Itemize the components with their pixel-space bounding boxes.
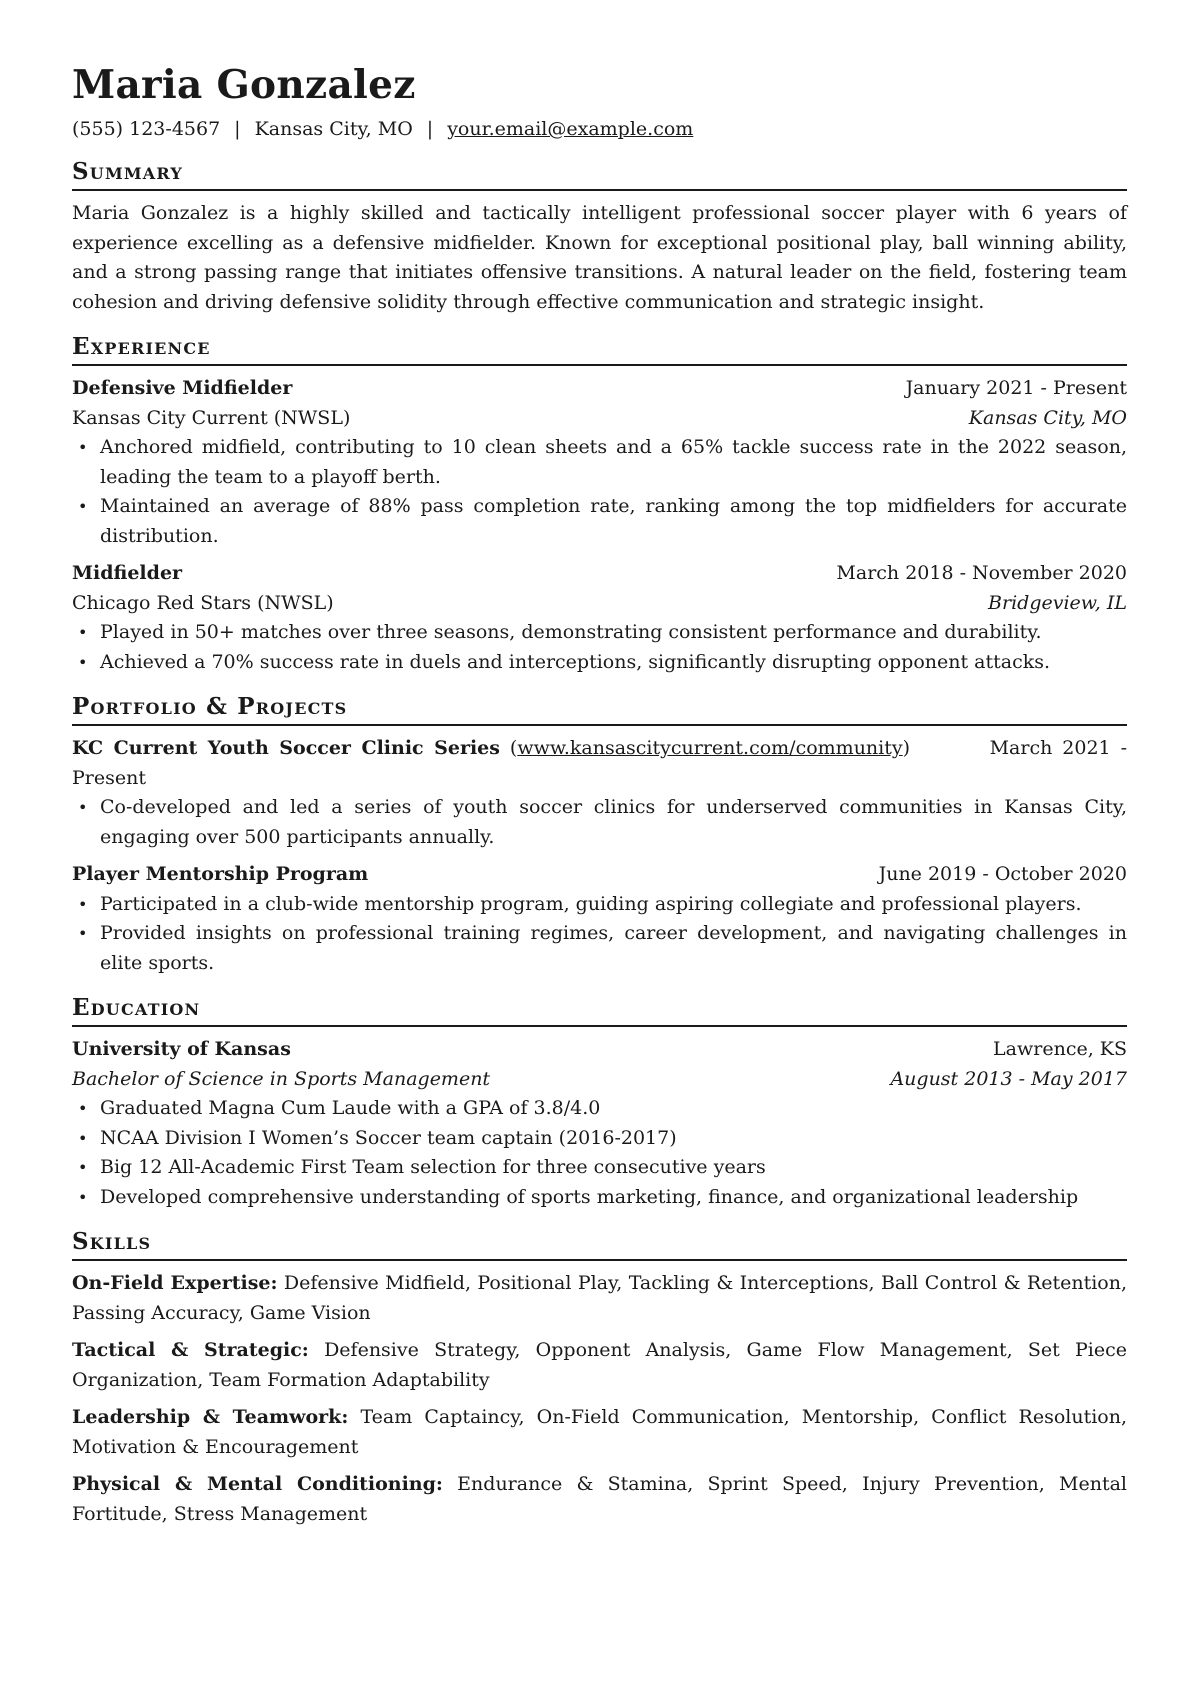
projects-section (72, 693, 1127, 978)
job-location: Kansas City, MO (968, 406, 1127, 429)
project-dates: June 2019 - October 2020 (878, 863, 1127, 885)
section-title-skills: Skills (72, 1228, 1127, 1261)
resume-page (72, 62, 1127, 1529)
project-link[interactable]: www.kansascitycurrent.com/community (517, 737, 903, 759)
job-dates: January 2021 - Present (905, 377, 1127, 399)
skill-values: Defensive Midfield, Positional Play, Tackling & Interceptions, Ball Control & Retention, Passing Accuracy, Game Vision (72, 1272, 1128, 1324)
experience-entry (72, 559, 1127, 677)
candidate-name: Maria Gonzalez (72, 62, 416, 108)
project-header: KC Current Youth Soccer Clinic Series (www.kansascitycurrent.com/community) March 2021 - Present (72, 737, 1127, 789)
skill-line (72, 1269, 1127, 1328)
contact-separator: | (426, 118, 434, 140)
project-name: Player Mentorship Program (72, 863, 369, 885)
bullet-item: • Co-developed and led a series of youth soccer clinics for underserved communities in Kansas City, engaging over 500 participants annually. (100, 793, 1127, 852)
bullet-list (72, 890, 1127, 979)
employer: Chicago Red Stars (NWSL) (72, 591, 334, 614)
skill-category: Leadership & Teamwork: (72, 1406, 349, 1428)
bullet-item: • Maintained an average of 88% pass completion rate, ranking among the top midfielders for accurate distribution. (100, 492, 1127, 551)
bullet-item: • Played in 50+ matches over three seasons, demonstrating consistent performance and durability. (100, 618, 1127, 648)
employer: Kansas City Current (NWSL) (72, 406, 351, 429)
skill-line (72, 1403, 1127, 1462)
education-section (72, 994, 1127, 1212)
skill-line (72, 1470, 1127, 1529)
skill-values: Team Captaincy, On-Field Communication, Mentorship, Conflict Resolution, Motivation & Encouragement (72, 1406, 1128, 1458)
project-dates: March 2021 - Present (72, 737, 1127, 789)
bullet-item: • Developed comprehensive understanding of sports marketing, finance, and organizational leadership (100, 1183, 1127, 1213)
section-title-education: Education (72, 994, 1127, 1027)
bullet-list (72, 433, 1127, 551)
bullet-item: • Achieved a 70% success rate in duels and interceptions, significantly disrupting opponent attacks. (100, 648, 1127, 678)
skill-line (72, 1336, 1127, 1395)
section-title-summary: Summary (72, 158, 1127, 191)
project-entry (72, 860, 1127, 978)
skill-category: Tactical & Strategic: (72, 1339, 309, 1361)
job-title: Midfielder (72, 562, 183, 584)
bullet-item: • NCAA Division I Women’s Soccer team captain (2016-2017) (100, 1124, 1127, 1154)
summary-section (72, 158, 1127, 317)
experience-section (72, 333, 1127, 677)
school-name: University of Kansas (72, 1038, 291, 1060)
skills-section (72, 1228, 1127, 1529)
bullet-list (72, 793, 1127, 852)
email-link[interactable]: your.email@example.com (447, 118, 694, 140)
job-title: Defensive Midfielder (72, 377, 293, 399)
project-name: KC Current Youth Soccer Clinic Series (72, 737, 500, 759)
bullet-item: • Graduated Magna Cum Laude with a GPA of 3.8/4.0 (100, 1094, 1127, 1124)
bullet-item: • Provided insights on professional training regimes, career development, and navigating challenges in elite sports. (100, 919, 1127, 978)
section-title-experience: Experience (72, 333, 1127, 366)
education-dates: August 2013 - May 2017 (890, 1067, 1127, 1090)
school-location: Lawrence, KS (993, 1038, 1127, 1060)
degree: Bachelor of Science in Sports Management (72, 1067, 491, 1090)
location: Kansas City, MO (254, 118, 413, 140)
phone-number: (555) 123-4567 (72, 118, 221, 140)
bullet-item: • Participated in a club-wide mentorship program, guiding aspiring collegiate and professional players. (100, 890, 1127, 920)
bullet-item: • Anchored midfield, contributing to 10 clean sheets and a 65% tackle success rate in the 2022 season, leading the team to a playoff berth. (100, 433, 1127, 492)
education-entry (72, 1035, 1127, 1212)
project-entry (72, 734, 1127, 852)
summary-text: Maria Gonzalez is a highly skilled and tactically intelligent professional soccer player with 6 years of experience excelling as a defensive midfielder. Known for exceptional positional play, ball winning ability, and a strong passing range that initiates offensive transitions. A natural leader on the field, fostering team cohesion and driving defensive solidity through effective communication and strategic insight. (72, 202, 1127, 313)
job-dates: March 2018 - November 2020 (836, 562, 1127, 584)
bullet-list (72, 618, 1127, 677)
bullet-list (72, 1094, 1127, 1212)
section-title-projects: Portfolio & Projects (72, 693, 1127, 726)
bullet-item: • Big 12 All-Academic First Team selection for three consecutive years (100, 1153, 1127, 1183)
skill-values: Defensive Strategy, Opponent Analysis, Game Flow Management, Set Piece Organization, Team Formation Adaptability (72, 1339, 1127, 1391)
contact-separator: | (234, 118, 241, 140)
job-location: Bridgeview, IL (988, 591, 1127, 614)
experience-entry (72, 374, 1127, 551)
skill-values: Endurance & Stamina, Sprint Speed, Injury Prevention, Mental Fortitude, Stress Management (72, 1473, 1127, 1525)
skill-category: On-Field Expertise: (72, 1272, 278, 1294)
contact-line (72, 116, 1127, 142)
skill-category: Physical & Mental Conditioning: (72, 1473, 443, 1495)
